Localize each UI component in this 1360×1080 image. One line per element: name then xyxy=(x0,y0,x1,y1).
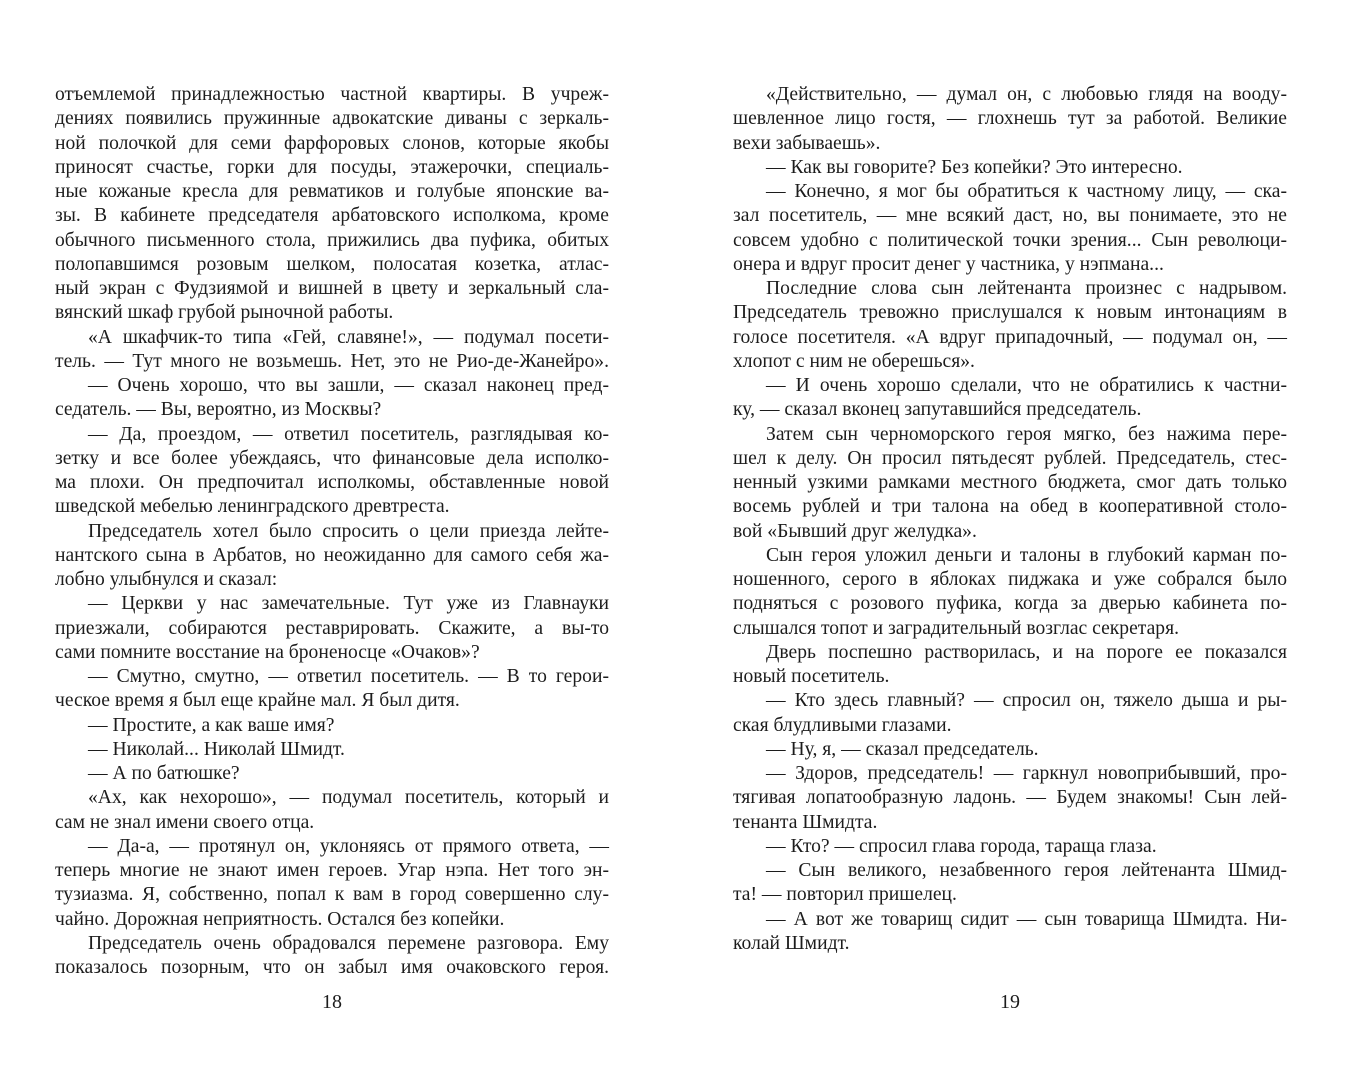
text-line: тель. — Тут много не возьмешь. Нет, это не Рио-де-Жанейро». xyxy=(55,350,609,372)
text-line: вой «Бывший друг желудка». xyxy=(733,520,977,542)
page-text xyxy=(55,83,609,980)
text-line: Последние слова сын лейтенанта произнес с надрывом. xyxy=(766,278,1287,299)
text-line: онера и вдруг просит денег у частника, у нэпмана... xyxy=(733,253,1164,275)
text-line: «Действительно, — думал он, с любовью глядя на вооду- xyxy=(766,84,1287,105)
text-line: тягивая лопатообразную ладонь. — Будем знакомы! Сын лей- xyxy=(733,787,1287,809)
text-line: совсем удобно с политической точки зрения... Сын революци- xyxy=(733,229,1287,251)
text-line: Сын героя уложил деньги и талоны в глубокий карман по- xyxy=(766,544,1287,566)
text-line: тузиазма. Я, собственно, попал к вам в город совершенно слу- xyxy=(55,884,609,906)
text-line: дениях появились пружинные адвокатские диваны с зеркаль- xyxy=(55,108,609,130)
text-line: Председатель хотел было спросить о цели приезда лейте- xyxy=(88,520,609,542)
text-line: ку, — сказал вконец запутавшийся председатель. xyxy=(733,399,1142,421)
text-line: Председатель очень обрадовался перемене разговора. Ему xyxy=(88,932,609,954)
text-line: ма плохи. Он предпочитал исполкомы, обставленные новой xyxy=(55,472,609,493)
text-line: зал посетитель, — мне всякий даст, но, вы понимаете, это не xyxy=(733,205,1287,227)
text-line: голосе посетителя. «А вдруг припадочный, — подумал он, — xyxy=(733,326,1287,348)
text-line: обычного письменного стола, прижились два пуфика, обитых xyxy=(55,229,609,251)
text-line: — Да-а, — протянул он, уклоняясь от прямого ответа, — xyxy=(88,835,609,857)
text-line: ные кожаные кресла для ревматиков и голубые японские ва- xyxy=(55,181,609,202)
text-line: Затем сын черноморского героя мягко, без нажима пере- xyxy=(766,423,1287,445)
text-line: новый посетитель. xyxy=(733,666,890,687)
text-line: та! — повторил пришелец. xyxy=(733,884,957,906)
text-line: — Да, проездом, — ответил посетитель, разглядывая ко- xyxy=(88,423,609,445)
text-line: показалось позорным, что он забыл имя очаковского героя. xyxy=(55,957,609,978)
text-line: Дверь поспешно растворилась, и на пороге ее показался xyxy=(766,641,1287,663)
text-line: шведской мебелью ленинградского древтреста. xyxy=(55,496,450,518)
text-line: — И очень хорошо сделали, что не обратились к частни- xyxy=(766,375,1287,396)
text-line: — А по батюшке? xyxy=(88,763,240,784)
page-number: 19 xyxy=(1000,991,1020,1013)
text-line: отъемлемой принадлежностью частной квартиры. В учреж- xyxy=(55,84,609,105)
text-line: теперь многие не знают имен героев. Угар нэпа. Нет того эн- xyxy=(55,860,609,881)
text-line: — Ну, я, — сказал председатель. xyxy=(766,738,1039,760)
text-line: хлопот с ним не оберешься». xyxy=(733,350,975,372)
text-line: ной полочкой для семи фарфоровых слонов, которые якобы xyxy=(55,132,609,154)
page-text xyxy=(733,83,1287,956)
text-line: «Ах, как нехорошо», — подумал посетитель, который и xyxy=(88,787,609,809)
text-line: — Как вы говорите? Без копейки? Это интересно. xyxy=(766,156,1183,178)
text-line: ношенного, серого в яблоках пиджака и уже собрался было xyxy=(733,569,1287,590)
text-line: — Очень хорошо, что вы зашли, — сказал наконец пред- xyxy=(88,375,609,396)
text-line: шевленное лицо гостя, — глохнешь тут за работой. Великие xyxy=(733,108,1287,130)
text-line: «А шкафчик-то типа «Гей, славяне!», — подумал посети- xyxy=(88,326,609,348)
text-line: подняться с розового пуфика, когда за дверью кабинета по- xyxy=(733,593,1287,615)
text-line: шел к делу. Он просил пятьдесят рублей. Председатель, стес- xyxy=(733,447,1287,469)
text-line: — Сын великого, незабвенного героя лейтенанта Шмид- xyxy=(766,860,1287,881)
text-line: приносят счастье, горки для посуды, этажерочки, специаль- xyxy=(55,156,609,178)
text-line: зы. В кабинете председателя арбатовского исполкома, кроме xyxy=(55,205,609,227)
text-line: вехи забываешь». xyxy=(733,132,881,154)
text-line: зетку и все более убеждаясь, что финансовые дела исполко- xyxy=(55,447,609,469)
text-line: — Здоров, председатель! — гаркнул новоприбывший, про- xyxy=(766,763,1287,784)
text-line: полопавшимся розовым шелком, полосатая козетка, атлас- xyxy=(55,253,609,275)
text-line: вянский шкаф грубой рыночной работы. xyxy=(55,302,394,324)
text-line: седатель. — Вы, вероятно, из Москвы? xyxy=(55,399,382,421)
text-line: — Простите, а как ваше имя? xyxy=(88,714,335,736)
text-line: чайно. Дорожная неприятность. Остался без копейки. xyxy=(55,908,505,930)
left-page xyxy=(55,83,609,1043)
text-line: ненный узкими рамками местного бюджета, смог дать только xyxy=(733,472,1287,493)
text-line: ный экран с Фудзиямой и вишней в цвету и зеркальный сла- xyxy=(55,278,609,299)
text-line: — Кто здесь главный? — спросил он, тяжело дыша и ры- xyxy=(766,690,1287,712)
text-line: нантского сына в Арбатов, но неожиданно для самого себя жа- xyxy=(55,544,609,566)
text-line: ческое время я был еще крайне мал. Я был дитя. xyxy=(55,690,460,712)
text-line: — Смутно, смутно, — ответил посетитель. — В то герои- xyxy=(88,666,609,687)
text-line: лобно улыбнулся и сказал: xyxy=(55,569,278,590)
text-line: сам не знал имени своего отца. xyxy=(55,811,315,833)
text-line: приезжали, собираются реставрировать. Скажите, а вы-то xyxy=(55,617,609,639)
text-line: восемь рублей и три талона на обед в кооперативной столо- xyxy=(733,496,1287,518)
text-line: Председатель тревожно прислушался к новым интонациям в xyxy=(733,302,1287,324)
text-line: — Церкви у нас замечательные. Тут уже из Главнауки xyxy=(88,593,609,615)
text-line: слышался топот и заградительный возглас секретаря. xyxy=(733,617,1179,639)
right-page xyxy=(733,83,1287,1043)
text-line: — А вот же товарищ сидит — сын товарища Шмидта. Ни- xyxy=(766,908,1287,930)
text-line: — Кто? — спросил глава города, тараща глаза. xyxy=(766,835,1157,857)
text-line: тенанта Шмидта. xyxy=(733,811,878,833)
text-line: — Конечно, я мог бы обратиться к частному лицу, — ска- xyxy=(766,181,1287,202)
text-line: колай Шмидт. xyxy=(733,932,850,954)
page-number: 18 xyxy=(322,991,342,1013)
text-line: — Николай... Николай Шмидт. xyxy=(88,738,345,760)
text-line: сами помните восстание на броненосце «Очаков»? xyxy=(55,641,480,663)
text-line: ская блудливыми глазами. xyxy=(733,714,952,736)
